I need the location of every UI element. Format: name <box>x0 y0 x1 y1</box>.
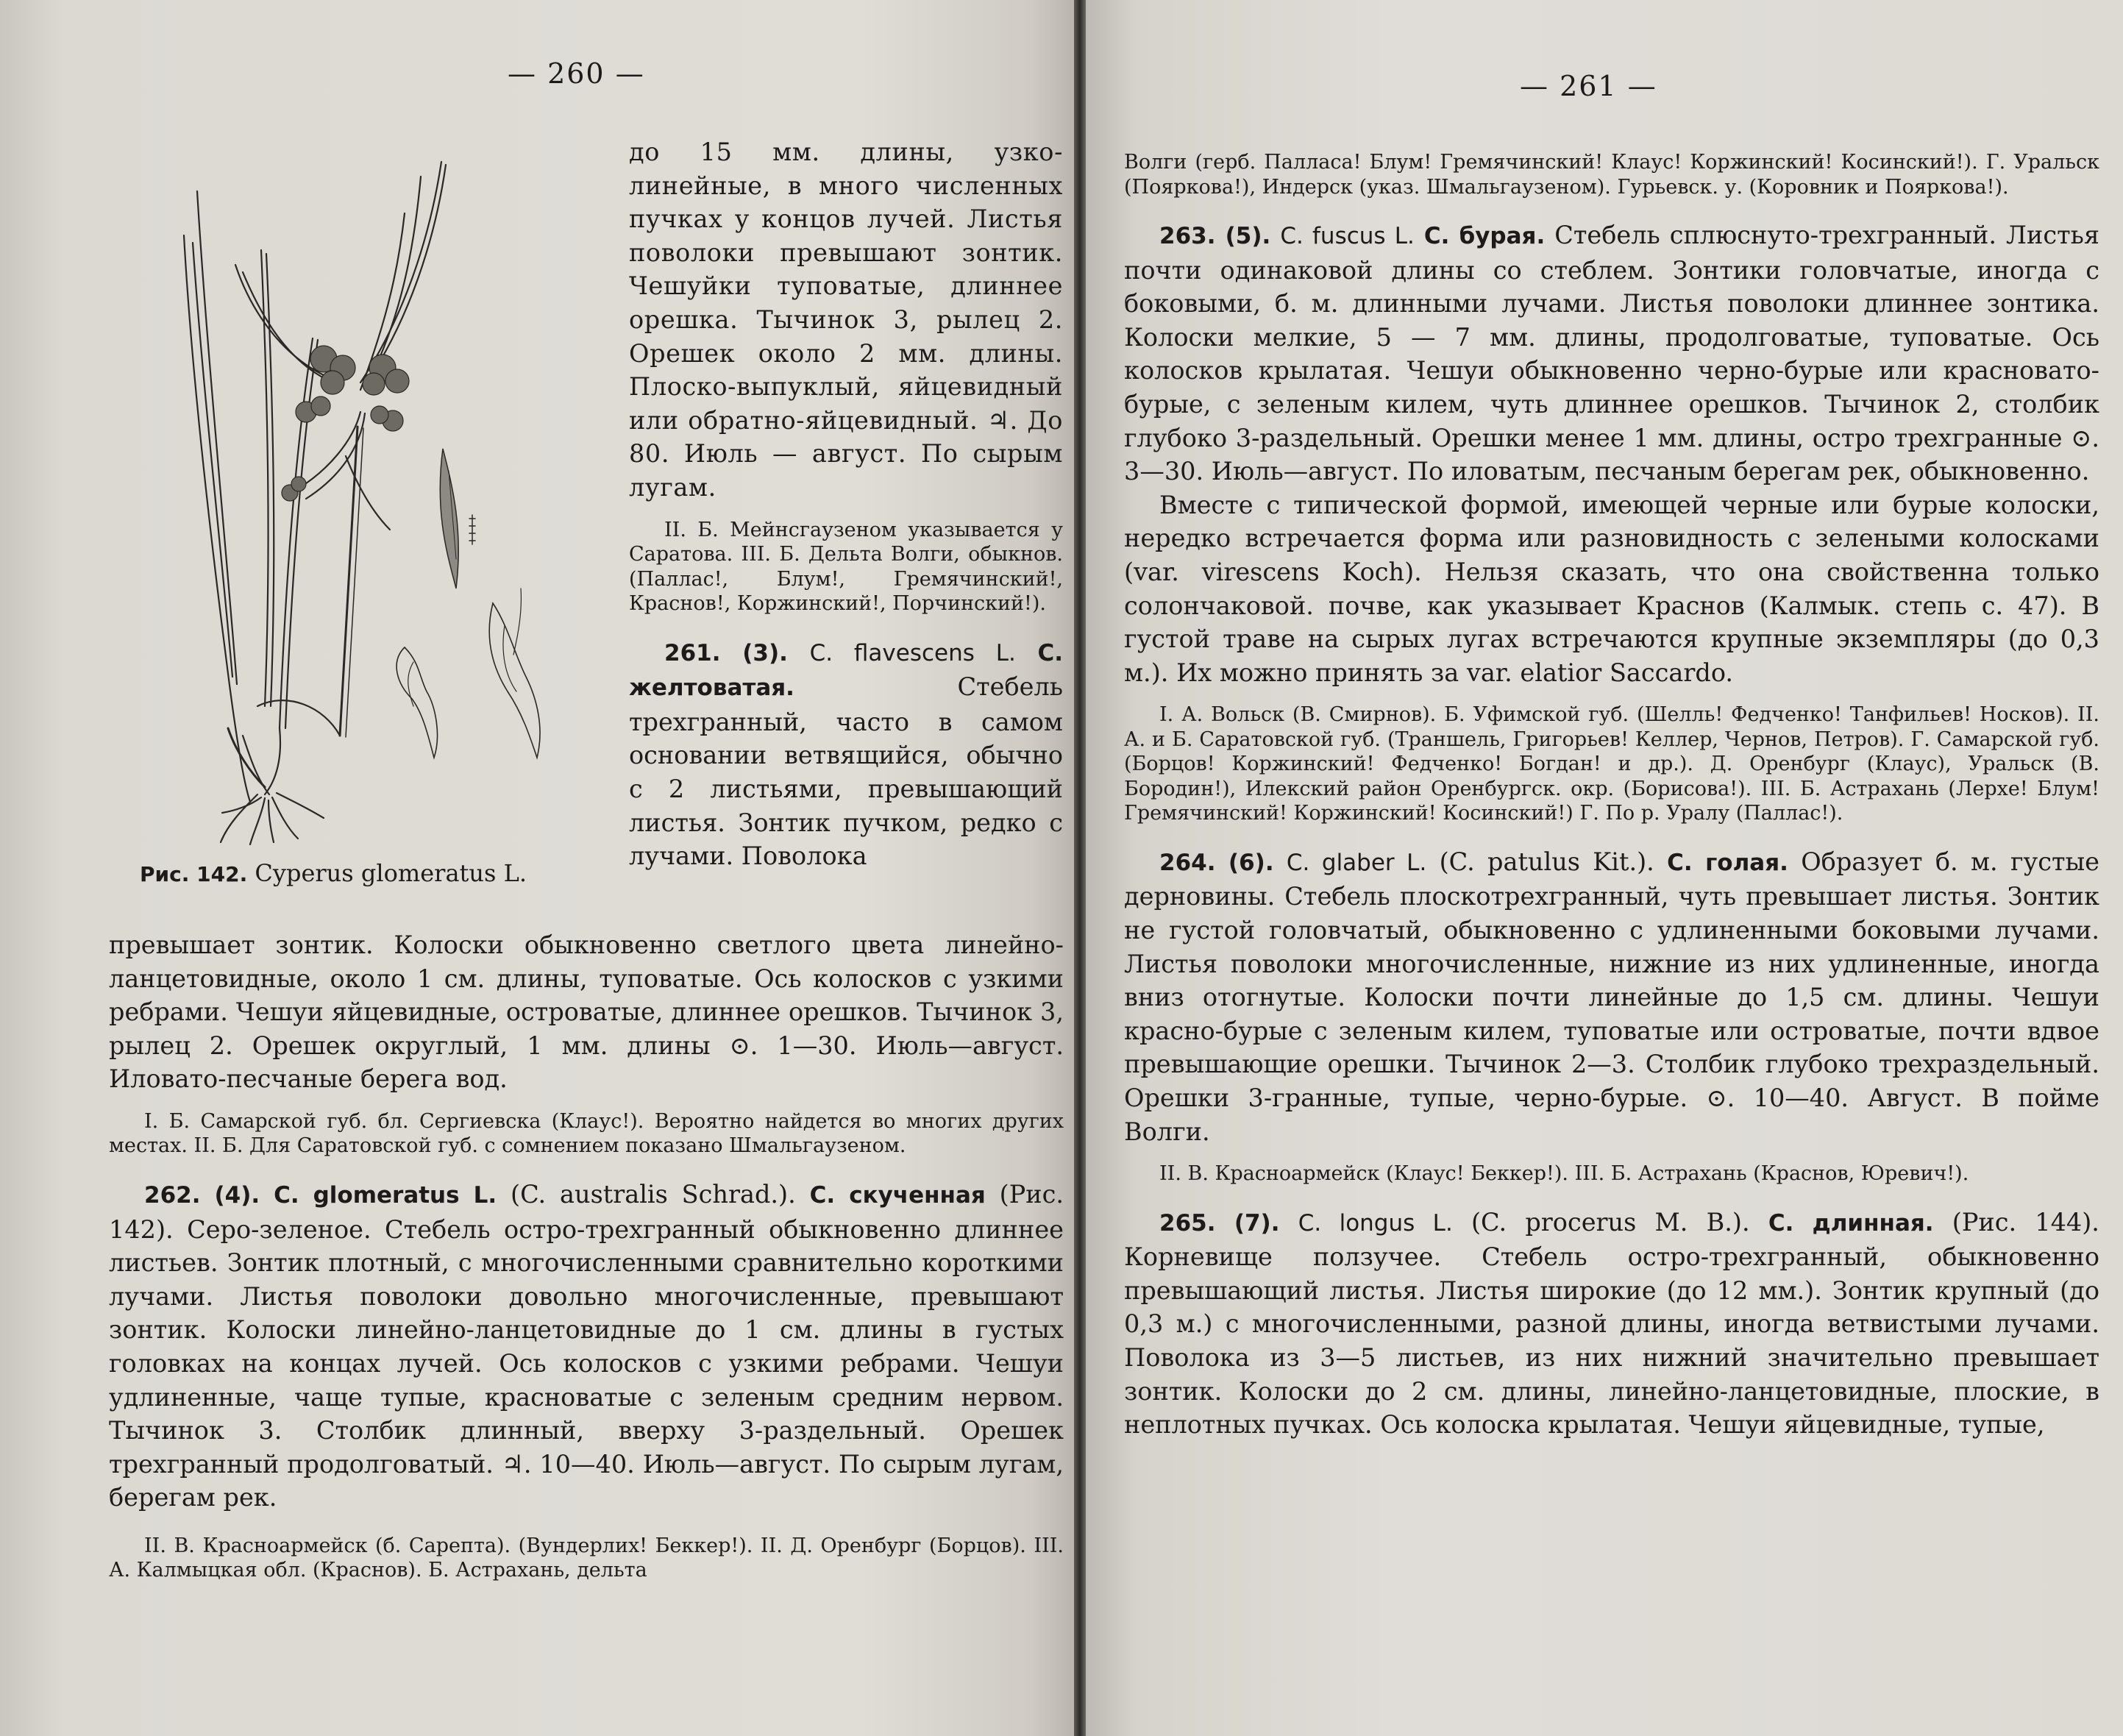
continued-locality: II. Б. Мейнсгаузеном указывается у Саратова. III. Б. Дельта Волги, обыкнов. (Паллас!, Блум!, Гремячинский!, Краснов!, Коржинский!, Порчинский!). <box>629 518 1063 616</box>
entry-263 <box>1124 218 2099 488</box>
figure-caption-prefix: Рис. 142. <box>140 862 248 886</box>
entry-264-russian: C. голая. <box>1667 849 1788 876</box>
entry-264 <box>1124 845 2099 1148</box>
page-number-left: — 260 — <box>508 57 645 90</box>
entry-261-description-narrow: Стебель трехгранный, часто в самом основании ветвящийся, обычно с 2 листьями, превышающий листья. Зонтик пучком, редко с лучами. Поволока <box>629 672 1063 871</box>
entry-265-synonym: (C. procerus M. B.). <box>1471 1207 1750 1237</box>
entry-263-latin: C. fuscus L. <box>1280 223 1415 249</box>
entry-265-latin: C. longus L. <box>1298 1209 1453 1237</box>
figure-caption-name: Cyperus glomeratus L. <box>255 859 527 887</box>
entry-262-russian: C. скученная <box>809 1181 986 1209</box>
entry-262-locality: II. В. Красноармейск (б. Сарепта). (Вундерлих! Беккер!). II. Д. Оренбург (Борцов). III. А. Калмыцкая обл. (Краснов). Б. Астрахань, дельта <box>109 1534 1064 1582</box>
entry-265-description: (Рис. 144). Корневище ползучее. Стебель остро-трехгранный, обыкновенно превышающий листья. Листья широкие (до 12 мм.). Зонтик крупный (до 0,3 м.) с многочисленными, разной длины, иногда ветвистыми лучами. Поволока из 3—5 листьев, из них нижний значительно превышает зонтик. Колоски до 2 см. длины, линейно-ланцетовидные, плоские, в неплотных пучках. Ось колоска крылатая. Чешуи яйцевидные, тупые, <box>1124 1207 2099 1440</box>
left-full-column <box>109 928 1064 1583</box>
entry-263-note: Вместе с типической формой, имеющей черные или бурые колоски, нередко встречается форма или разновидность с зелеными колосками (var. virescens Koch). Нельзя сказать, что она свойственна только солончаковой. почве, как указывает Краснов (Калмык. степь с. 47). В густой траве на сырых лугах встречаются крупные экземпляры (до 0,3 м.). Их можно принять за var. elatior Saccardo. <box>1124 490 2099 687</box>
entry-261-head <box>629 636 1063 873</box>
entry-264-locality: II. В. Красноармейск (Клаус! Беккер!). III. Б. Астрахань (Краснов, Юревич!). <box>1159 1162 1969 1186</box>
right-column <box>1124 150 2099 1442</box>
entry-262-number: 262. (4). <box>144 1181 260 1209</box>
entry-265 <box>1124 1206 2099 1442</box>
entry-265-number: 265. (7). <box>1159 1209 1280 1237</box>
entry-262 <box>109 1178 1064 1515</box>
entry-262-latin: C. glomeratus L. <box>274 1181 497 1209</box>
entry-265-russian: C. длинная. <box>1768 1209 1934 1237</box>
entry-262-description: (Рис. 142). Серо-зеленое. Стебель остро-трехгранный обыкновенно длиннее листьев. Зонтик плотный, с многочисленными сравнительно короткими лучами. Листья поволоки довольно многочисленные, превышают зонтик. Колоски линейно-ланцетовидные до 1 см. длины в густых головках на концах лучей. Ось колосков с узкими ребрами. Чешуи удлиненные, чаще тупые, красноватые с зеленым средним нервом. Тычинок 3. Столбик длинный, вверху 3-раздельный. Орешек трехгранный продолговатый. ♃. 10—40. Июль—август. По сырым лугам, берегам рек. <box>109 1179 1064 1512</box>
entry-261-number: 261. (3). <box>664 639 788 666</box>
entry-264-description: Образует б. м. густые дерновины. Стебель плоскотрехгранный, чуть превышает листья. Зонтик не густой головчатый, обыкновенно с удлиненными боковыми лучами. Листья поволоки многочисленные, нижние из них удлиненные, иногда вниз отогнутые. Колоски почти линейные до 1,5 см. длины. Чешуи красно-бурые с зеленым килем, туповатые или островатые, почти вдвое превышающие орешки. Тычинок 2—3. Столбик глубоко трехраздельный. Орешки 3-гранные, тупые, черно-бурые. ⊙. 10—40. Август. В пойме Волги. <box>1124 847 2100 1146</box>
left-narrow-column <box>629 135 1063 873</box>
cyperus-glomeratus-illustration <box>140 147 611 846</box>
continued-locality-right: Волги (герб. Палласа! Блум! Гремячинский! Клаус! Коржинский! Косинский!). Г. Уральск (Пояркова!), Индерск (указ. Шмальгаузеном). Гурьевск. у. (Коровник и Пояркова!). <box>1124 151 2099 199</box>
entry-264-latin: C. glaber L. <box>1286 849 1427 876</box>
entry-264-synonym: (C. patulus Kit.). <box>1439 847 1654 876</box>
book-gutter <box>1074 0 1086 1736</box>
entry-261-latin: C. flavescens L. <box>809 639 1016 666</box>
entry-263-number: 263. (5). <box>1159 223 1271 249</box>
right-page <box>1086 0 2123 1736</box>
entry-263-locality: I. А. Вольск (В. Смирнов). Б. Уфимской губ. (Шелль! Федченко! Танфильев! Носков). II. А. и Б. Саратовской губ. (Траншель, Григорьев! Келлер, Чернов, Петров). Г. Самарской губ. (Борцов! Коржинский! Федченко! Богдан! и др.). Д. Оренбург (Клаус), Уральск (В. Бородин!), Илекский район Оренбургск. окр. (Борисова!). III. Б. Астрахань (Лерхе! Блум! Гремячинский! Коржинский! Косинский!) Г. По р. Уралу (Паллас!). <box>1124 703 2099 825</box>
figure-caption <box>140 859 527 887</box>
continued-paragraph: до 15 мм. длины, узко-линейные, в много численных пучках у концов лучей. Листья поволоки превышают зонтик. Чешуйки туповатые, длиннее орешка. Тычинок 3, рылец 2. Орешек около 2 мм. длины. Плоско-выпуклый, яйцевидный или обратно-яйцевидный. ♃. До 80. Июль — август. По сырым лугам. <box>629 138 1063 502</box>
entry-262-synonym: (C. australis Schrad.). <box>511 1179 796 1209</box>
entry-261-description-full: превышает зонтик. Колоски обыкновенно светлого цвета линейно-ланцетовидные, около 1 см. длины, туповатые. Ось колосков с узкими ребрами. Чешуи яйцевидные, островатые, длиннее орешков. Тычинок 3, рылец 2. Орешек округлый, 1 мм. длины ⊙. 1—30. Июль—август. Иловато-песчаные берега вод. <box>109 931 1064 1094</box>
entry-261-locality: I. Б. Самарской губ. бл. Сергиевска (Клаус!). Вероятно найдется во многих других местах. II. Б. Для Саратовской губ. с сомнением показано Шмальгаузеном. <box>109 1109 1064 1158</box>
entry-263-description: Стебель сплюснуто-трехгранный. Листья почти одинаковой длины со стеблем. Зонтики головчатые, иногда с боковыми, б. м. длинными лучами. Листья поволоки длиннее зонтика. Колоски мелкие, 5 — 7 мм. длины, продолговатые, туповатые. Ось колосков крылатая. Чешуи обыкновенно черно-бурые или красновато-бурые, с зеленым килем, чуть длиннее орешков. Тычинок 2, столбик глубоко 3-раздельный. Орешки менее 1 мм. длины, остро трехгранные ⊙. 3—30. Июль—август. По иловатым, песчаным берегам рек, обыкновенно. <box>1124 221 2099 486</box>
entry-263-russian: C. бурая. <box>1423 223 1546 249</box>
entry-264-number: 264. (6). <box>1159 849 1274 876</box>
entry-261-russian: C. желтоватая. <box>629 639 1063 702</box>
page-number-right: — 261 — <box>1520 70 1657 102</box>
